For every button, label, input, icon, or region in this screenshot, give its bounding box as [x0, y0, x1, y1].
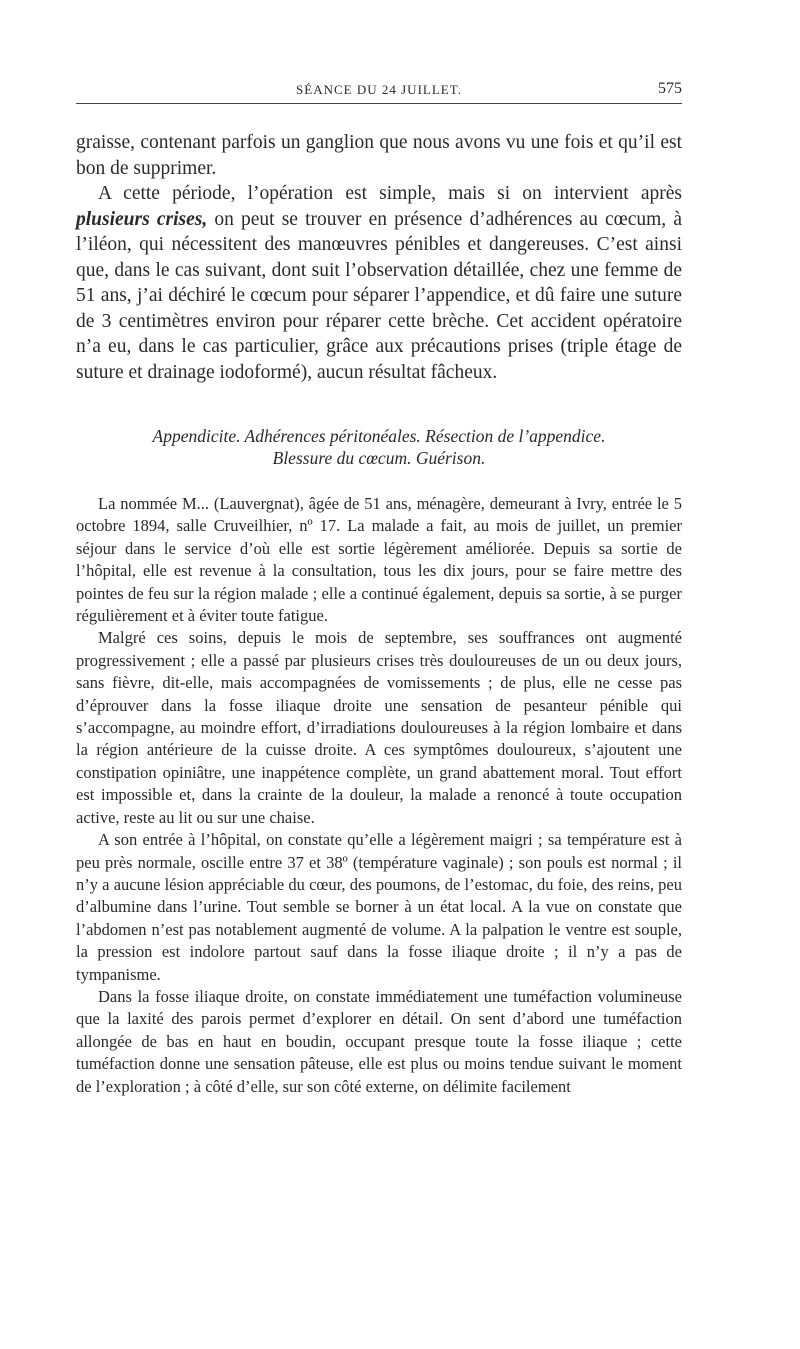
case-observation — [76, 493, 682, 1098]
page-number: 575 — [658, 80, 682, 97]
intro-paragraph-1: graisse, contenant parfois un ganglion que nous avons vu une fois et qu’il est bon de supprimer. — [76, 132, 682, 179]
intro-paragraph-2-start: A cette période, l’opération est simple, mais si on intervient après — [98, 183, 682, 204]
intro-emphasis: plusieurs crises, — [76, 208, 208, 230]
intro-paragraph-2 — [76, 181, 682, 385]
page-header — [76, 70, 682, 98]
case-paragraph-2: Malgré ces soins, depuis le mois de septembre, ses souffrances ont augmenté progressivement ; elle a passé par plusieurs crises très douloureuses de un ou deux jours, sans fièvre, dit-elle, mais accompagnées de vomissements ; de plus, elle ne cesse pas d’éprouver dans la fosse iliaque droite une sensation de pesanteur pénible qui s’accompagne, au moindre effort, d’irradiations douloureuses à la région lombaire et dans la région antérieure de la cuisse droite. A ces symptômes douloureux, s’ajoutent une constipation opiniâtre, une inappétence complète, un grand abattement moral. Tout effort est impossible et, dans la crainte de la douleur, la malade a renoncé à toute occupation active, reste au lit ou sur une chaise. — [76, 628, 682, 827]
case-paragraph-1: La nommée M... (Lauvergnat), âgée de 51 ans, ménagère, demeurant à Ivry, entrée le 5 octobre 1894, salle Cruveilhier, nº 17. La malade a fait, au mois de juillet, un premier séjour dans le service d’où elle est sortie légèrement améliorée. Depuis sa sortie de l’hôpital, elle est revenue à la consultation, tous les dix jours, pour se faire mettre des pointes de feu sur la région malade ; elle a continué également, depuis sa sortie, à se purger régulièrement et à éviter toute fatigue. — [76, 494, 682, 626]
running-head: SÉANCE DU 24 JUILLET. — [296, 82, 462, 97]
intro-paragraph-2-end: on peut se trouver en présence d’adhérences au cœcum, à l’iléon, qui nécessitent des manœuvres pénibles et dangereuses. C’est ainsi que, dans le cas suivant, dont suit l’observation détaillée, chez une femme de 51 ans, j’ai déchiré le cœcum pour séparer l’appendice, et dû faire une suture de 3 centimètres environ pour réparer cette brèche. Cet accident opératoire n’a eu, dans le cas particulier, grâce aux précautions prises (triple étage de suture et drainage iodoformé), aucun résultat fâcheux. — [76, 208, 682, 383]
header-rule — [76, 103, 682, 104]
case-title-line-1: Appendicite. Adhérences péritonéales. Résection de l’appendice. — [152, 426, 606, 446]
case-heading — [76, 425, 682, 469]
page — [76, 70, 682, 1096]
case-title-line-2: Blessure du cœcum. Guérison. — [272, 448, 486, 468]
case-paragraph-4: Dans la fosse iliaque droite, on constate immédiatement une tuméfaction volumineuse que la laxité des parois permet d’explorer en détail. On sent d’abord une tuméfaction allongée de bas en haut en boudin, occupant presque toute la fosse iliaque ; cette tuméfaction donne une sensation pâteuse, elle est plus ou moins tendue suivant le moment de l’exploration ; à côté d’elle, sur son côté externe, on délimite facilement — [76, 986, 682, 1096]
intro-text — [76, 130, 682, 385]
case-paragraph-3: A son entrée à l’hôpital, on constate qu’elle a légèrement maigri ; sa température est à peu près normale, oscille entre 37 et 38º (température vaginale) ; son pouls est normal ; il n’y a aucune lésion appréciable du cœur, des poumons, de l’estomac, du foie, des reins, peu d’albumine dans l’urine. Tout semble se borner à un état local. A la vue on constate que l’abdomen n’est pas notablement augmenté de volume. A la palpation le ventre est souple, la pression est indolore partout sauf dans la fosse iliaque droite ; il n’y a pas de tympanisme. — [76, 830, 682, 984]
